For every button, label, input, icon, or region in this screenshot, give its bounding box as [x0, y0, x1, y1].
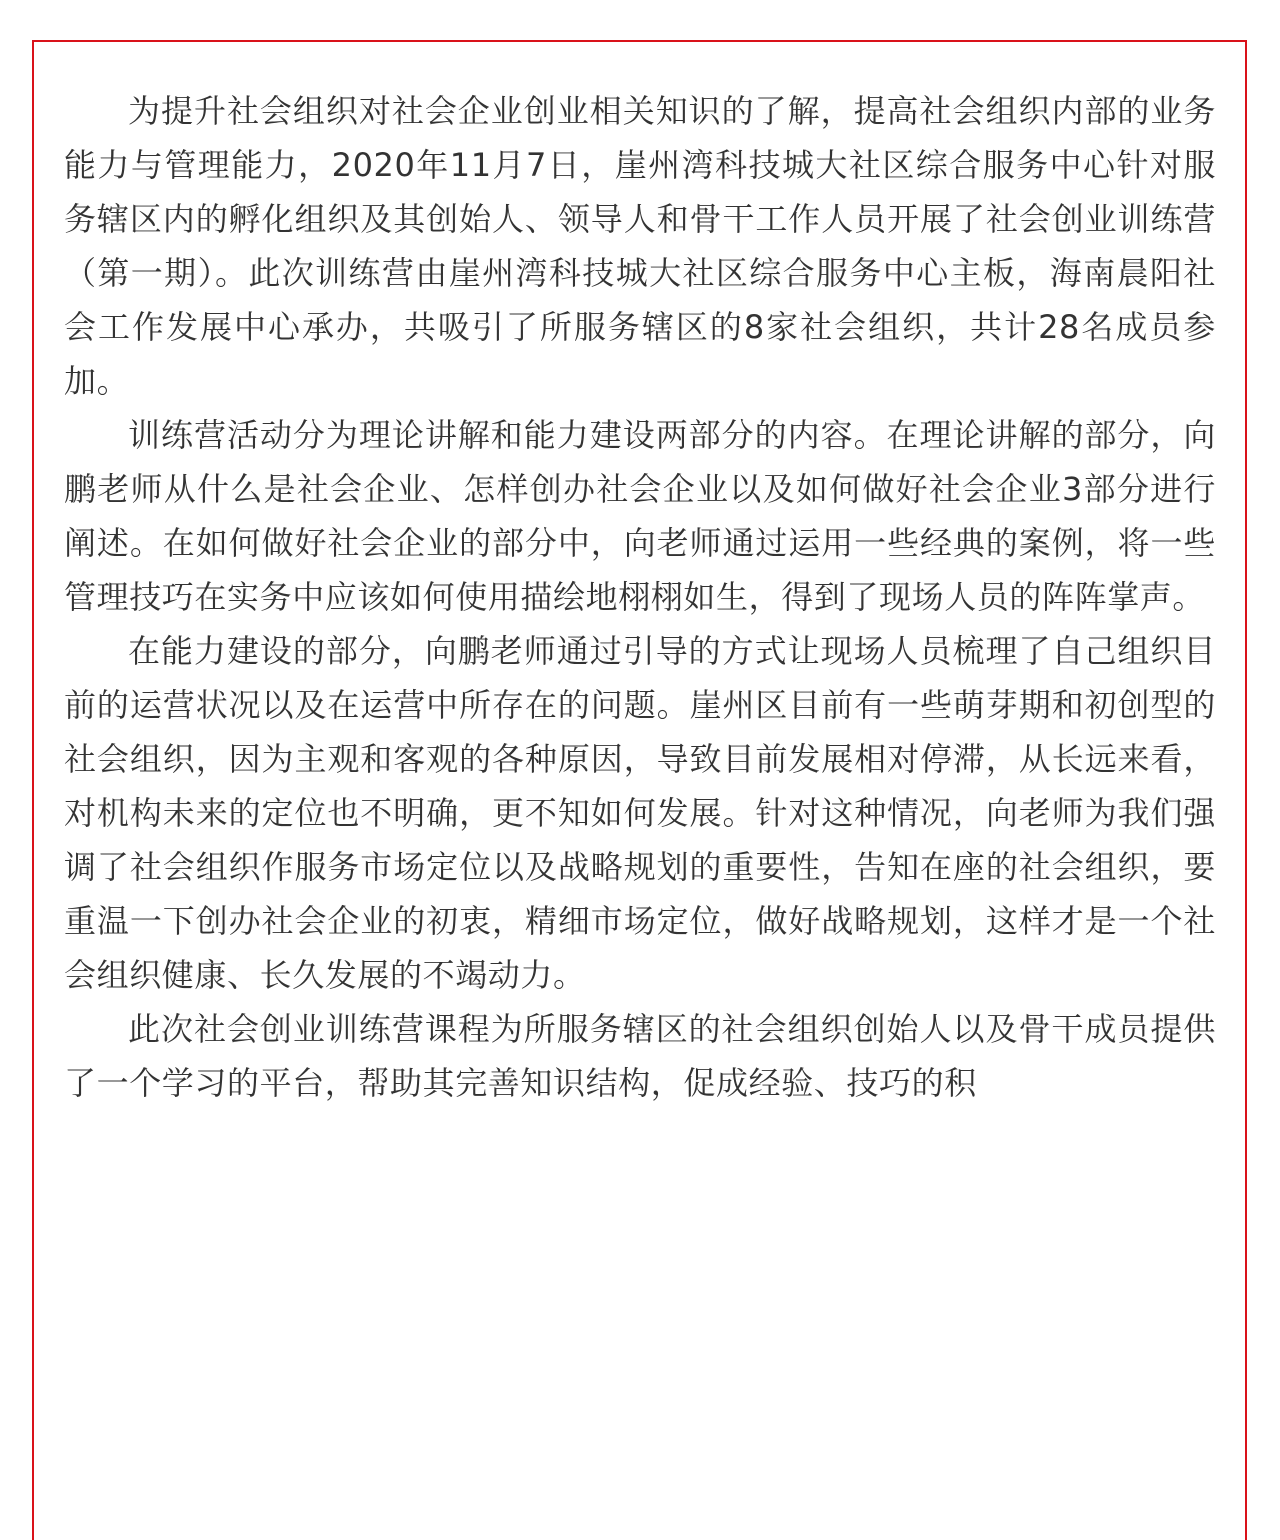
paragraph-summary: 此次社会创业训练营课程为所服务辖区的社会组织创始人以及骨干成员提供了一个学习的平台，帮助其完善知识结构，促成经验、技巧的积	[64, 1010, 1216, 1102]
paragraph-intro: 为提升社会组织对社会企业创业相关知识的了解，提高社会组织内部的业务能力与管理能力，2020年11月7日，崖州湾科技城大社区综合服务中心针对服务辖区内的孵化组织及其创始人、领导人和骨干工作人员开展了社会创业训练营（第一期）。此次训练营由崖州湾科技城大社区综合服务中心主板，海南晨阳社会工作发展中心承办，共吸引了所服务辖区的8家社会组织，共计28名成员参加。	[64, 92, 1216, 400]
article-body	[64, 84, 1216, 1110]
paragraph-capacity: 在能力建设的部分，向鹏老师通过引导的方式让现场人员梳理了自己组织目前的运营状况以及在运营中所存在的问题。崖州区目前有一些萌芽期和初创型的社会组织，因为主观和客观的各种原因，导致目前发展相对停滞，从长远来看，对机构未来的定位也不明确，更不知如何发展。针对这种情况，向老师为我们强调了社会组织作服务市场定位以及战略规划的重要性，告知在座的社会组织，要重温一下创办社会企业的初衷，精细市场定位，做好战略规划，这样才是一个社会组织健康、长久发展的不竭动力。	[64, 632, 1216, 994]
paragraph-theory: 训练营活动分为理论讲解和能力建设两部分的内容。在理论讲解的部分，向鹏老师从什么是社会企业、怎样创办社会企业以及如何做好社会企业3部分进行阐述。在如何做好社会企业的部分中，向老师通过运用一些经典的案例，将一些管理技巧在实务中应该如何使用描绘地栩栩如生，得到了现场人员的阵阵掌声。	[64, 416, 1216, 616]
